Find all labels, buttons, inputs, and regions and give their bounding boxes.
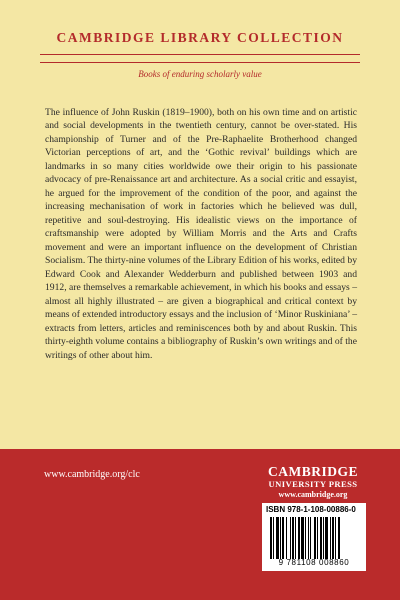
header-rule-top xyxy=(40,54,360,55)
series-tagline: Books of enduring scholarly value xyxy=(138,69,262,79)
publisher-subtitle: UNIVERSITY PRESS xyxy=(268,479,358,489)
book-description: The influence of John Ruskin (1819–1900), both on his own time and on artistic and social developments in the twentieth century, cannot be over-stated. His championship of Turner and of the Pre-Raphaelite Brotherhood changed Victorian perceptions of art, and the ‘Gothic revival’ buildings which are landmarks in so many cities worldwide owe their origin to his passionate advocacy of pre-Renaissance art and architecture. As a social critic and essayist, he argued for the improvement of the condition of the poor, and against the increasing mechanisation of work in factories which he believed was dull, repetitive and soul-destroying. His idealistic views on the importance of craftsmanship were adopted by William Morris and the Arts and Crafts movement and were an important influence on the development of Christian Socialism. The thirty-nine volumes of the Library Edition of his works, edited by Edward Cook and Alexander Wedderburn and published between 1903 and 1912, are themselves a remarkable achievement, in which his books and essays – almost all highly illustrated – are given a biographical and critical context by means of extended introductory essays and the inclusion of ‘Minor Ruskiniana’ – extracts from letters, articles and reminiscences both by and about Ruskin. This thirty-eighth volume contains a bibliography of Ruskin’s own writings and of the writings of other about him. xyxy=(45,106,357,361)
publisher-logo xyxy=(258,465,368,500)
barcode-number: 9 781108 008860 xyxy=(278,558,350,567)
header-rule-bottom xyxy=(40,62,360,63)
barcode-panel xyxy=(262,503,366,571)
collection-url-link[interactable]: www.cambridge.org/clc xyxy=(44,469,140,480)
series-title: CAMBRIDGE LIBRARY COLLECTION xyxy=(56,30,344,45)
footer-band xyxy=(0,449,400,600)
publisher-url: www.cambridge.org xyxy=(278,490,348,499)
publisher-name: CAMBRIDGE xyxy=(267,464,358,479)
barcode-icon xyxy=(270,517,358,559)
isbn-label: ISBN 978-1-108-00886-0 xyxy=(266,505,356,514)
